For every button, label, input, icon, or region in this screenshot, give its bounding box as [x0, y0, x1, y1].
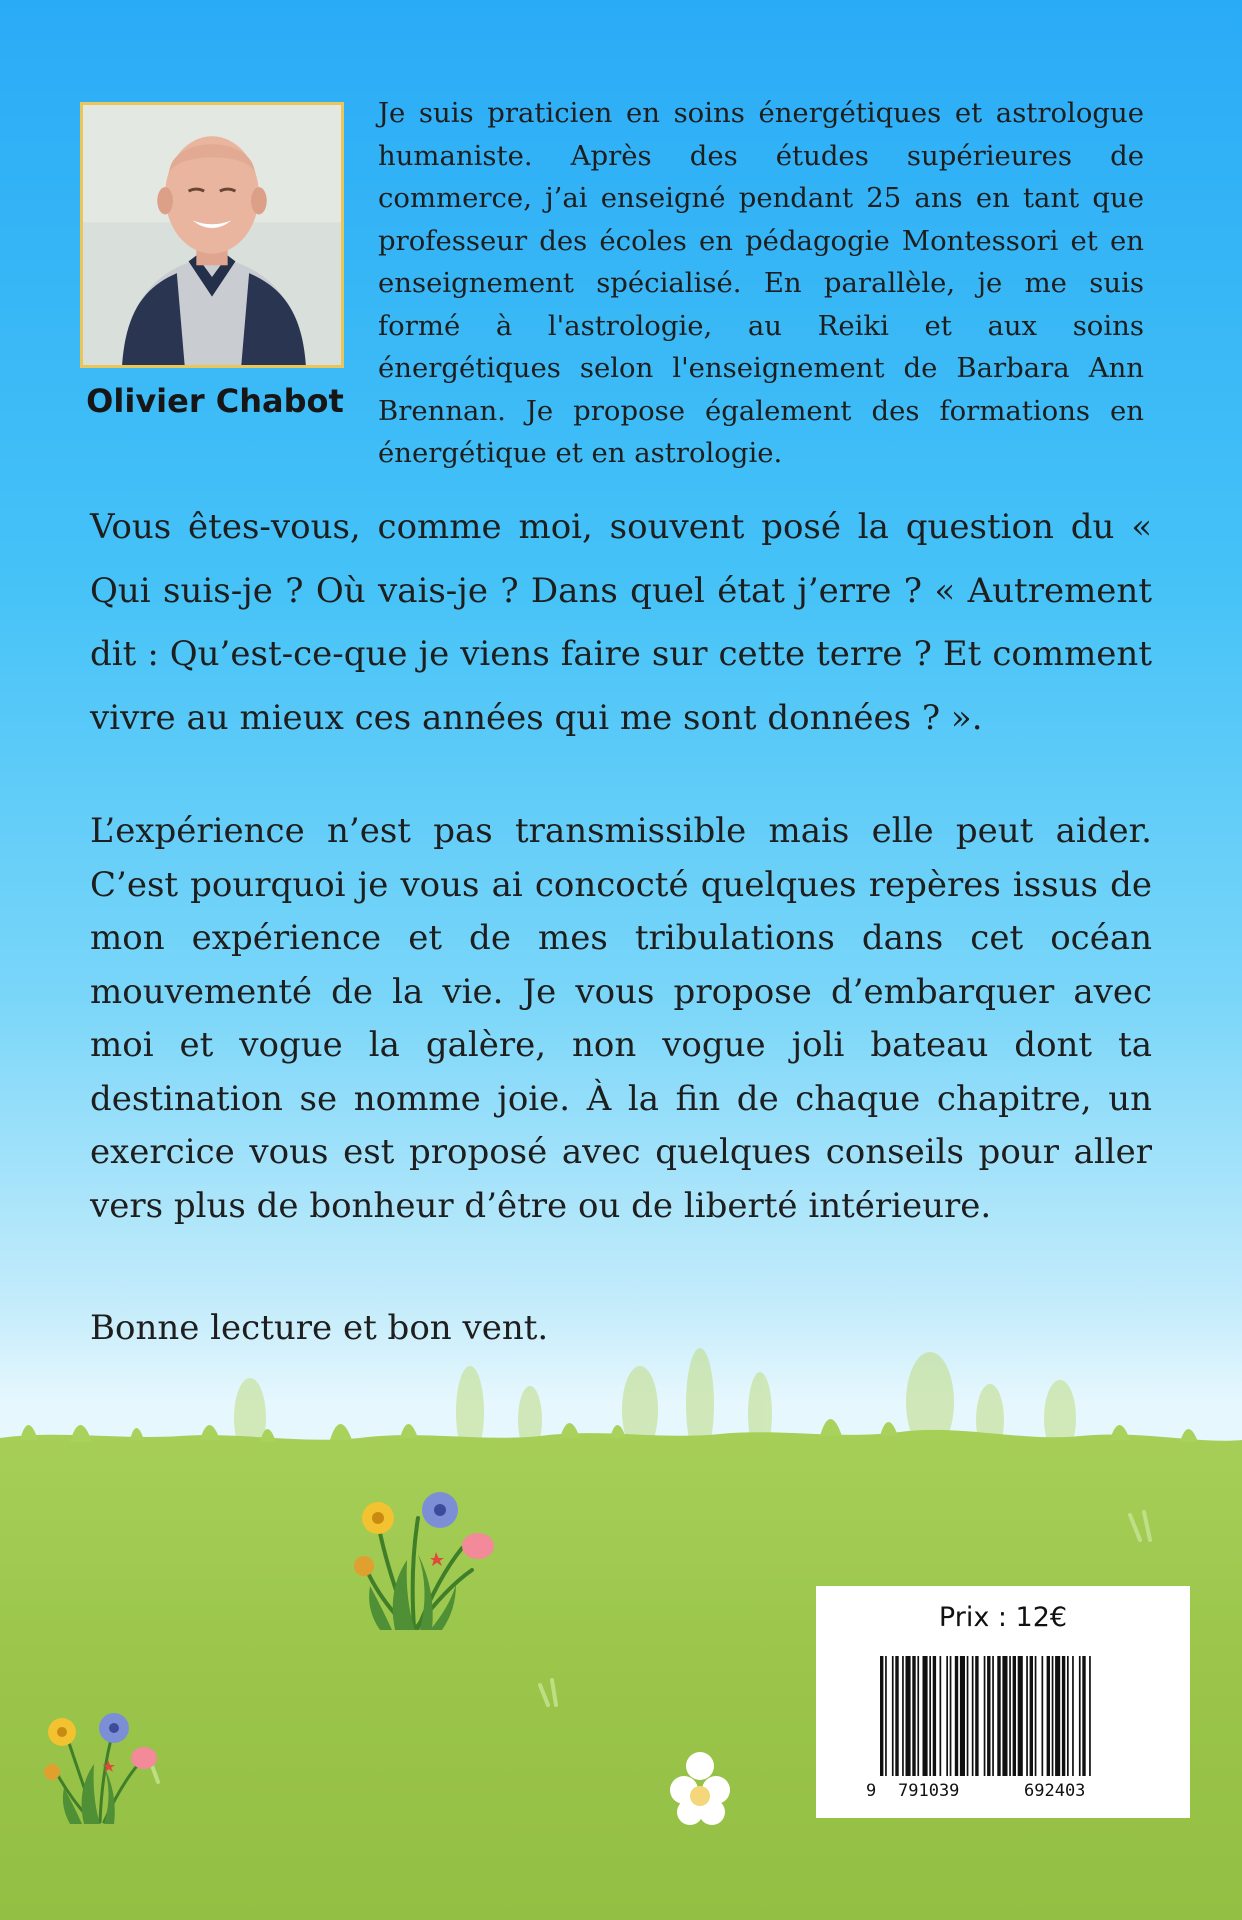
- barcode-digit-group-1: 9: [866, 1781, 877, 1800]
- barcode-bar: [946, 1656, 948, 1776]
- barcode-bar: [1009, 1656, 1011, 1776]
- barcode-bar: [1047, 1656, 1050, 1776]
- barcode-bar: [972, 1656, 974, 1776]
- barcode-bar: [1067, 1656, 1069, 1776]
- barcode-bar: [895, 1656, 898, 1776]
- author-photo: [80, 102, 344, 368]
- barcode-bar: [923, 1656, 928, 1776]
- barcode-bar: [912, 1656, 915, 1776]
- author-name: Olivier Chabot: [86, 382, 344, 420]
- barcode-bar: [1035, 1656, 1037, 1776]
- barcode-bar: [929, 1656, 931, 1776]
- blurb-paragraph-2: L’expérience n’est pas transmissible mais elle peut aider. C’est pourquoi je vous ai concocté quelques repères issus de mon expérience et de mes tribulations dans cet océan mouvementé de la vie. Je vous propose d’embarquer avec moi et vogue la galère, non vogue joli bateau dont ta destination se nomme joie. À la fin de chaque chapitre, un exercice vous est proposé avec quelques conseils pour aller vers plus de bonheur d’être ou de liberté intérieure.: [90, 811, 1152, 1226]
- barcode-bar: [975, 1656, 978, 1776]
- barcode-bar: [967, 1656, 969, 1776]
- barcode-bar: [880, 1656, 883, 1776]
- blurb-paragraph-1: Vous êtes-vous, comme moi, souvent posé la question du « Qui suis-je ? Où vais-je ? Dans quel état j’erre ? « Autrement dit : Qu’est-ce-que je viens faire sur cette terre ? Et comment vivre au mieux ces années qui me sont données ? ».: [90, 507, 1152, 738]
- barcode-bar: [992, 1656, 994, 1776]
- barcode-bar: [892, 1656, 894, 1776]
- barcode-bar: [960, 1656, 965, 1776]
- barcode-bar: [1055, 1656, 1060, 1776]
- price-barcode-box: [816, 1586, 1190, 1818]
- barcode-bar: [906, 1656, 911, 1776]
- barcode-bar: [1072, 1656, 1074, 1776]
- barcode-bar: [1079, 1656, 1081, 1776]
- barcode-bar: [1030, 1656, 1033, 1776]
- barcode-bar: [1018, 1656, 1023, 1776]
- barcode-bar: [1082, 1656, 1085, 1776]
- barcode-bar: [1026, 1656, 1028, 1776]
- blurb-closing: Bonne lecture et bon vent.: [90, 1308, 549, 1348]
- barcode-bar: [933, 1656, 936, 1776]
- barcode-bar: [1013, 1656, 1016, 1776]
- barcode-bar: [955, 1656, 958, 1776]
- isbn-barcode: [864, 1654, 1146, 1800]
- barcode-digit-group-3: 692403: [1024, 1781, 1086, 1800]
- price-label: Prix : 12€: [938, 1602, 1068, 1633]
- barcode-bar: [1002, 1656, 1007, 1776]
- barcode-bar: [1062, 1656, 1065, 1776]
- barcode-bar: [940, 1656, 942, 1776]
- barcode-bar: [1089, 1656, 1091, 1776]
- barcode-bar: [997, 1656, 1000, 1776]
- barcode-bar: [1052, 1656, 1054, 1776]
- barcode-bar: [885, 1656, 887, 1776]
- barcode-bar: [950, 1656, 952, 1776]
- barcode-bar: [987, 1656, 990, 1776]
- barcode-bar: [984, 1656, 986, 1776]
- author-portrait-icon: [83, 105, 341, 365]
- barcode-bar: [902, 1656, 904, 1776]
- barcode-digit-group-2: 791039: [898, 1781, 960, 1800]
- author-bio: Je suis praticien en soins énergétiques et astrologue humaniste. Après des études supérieures de commerce, j’ai enseigné pendant 25 ans en tant que professeur des écoles en pédagogie Montessori et en enseignement spécialisé. En parallèle, je me suis formé à l'astrologie, au Reiki et aux soins énergétiques selon l'enseignement de Barbara Ann Brennan. Je propose également des formations en énergétique et en astrologie.: [378, 97, 1144, 469]
- barcode-bar: [1042, 1656, 1044, 1776]
- barcode-bar: [917, 1656, 919, 1776]
